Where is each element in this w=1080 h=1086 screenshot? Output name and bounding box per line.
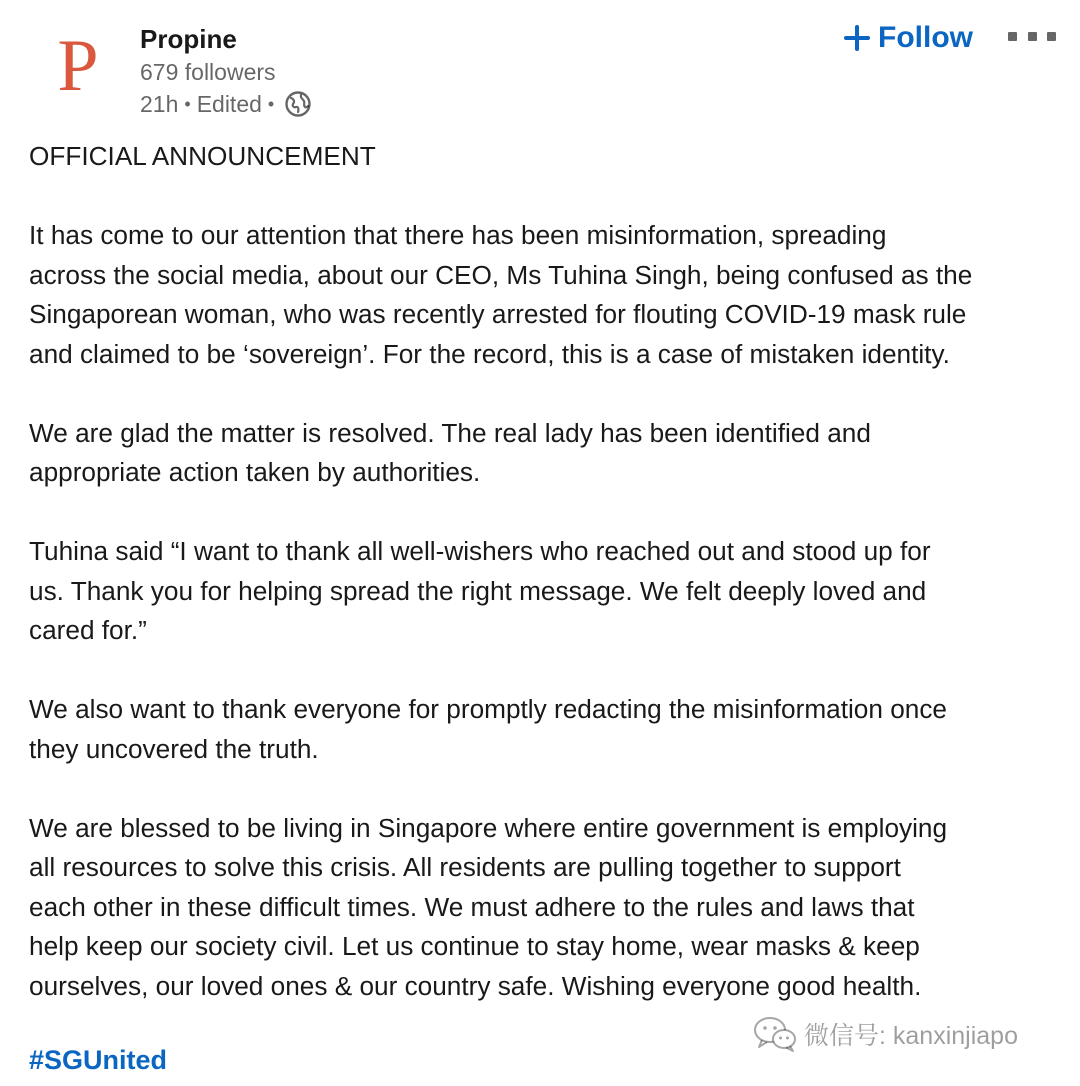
post-line: each other in these difficult times. We must adhere to the rules and laws that	[29, 891, 915, 922]
post-line: and claimed to be ‘sovereign’. For the record, this is a case of mistaken identity.	[29, 338, 950, 369]
post-line: We also want to thank everyone for promptly redacting the misinformation once	[29, 694, 947, 724]
hashtag-link[interactable]: #SGUnited	[29, 1045, 168, 1075]
post-line: It has come to our attention that there has been misinformation, spreading	[29, 220, 887, 250]
wechat-icon	[752, 1014, 798, 1054]
edited-label: Edited	[196, 90, 262, 117]
more-dot	[1028, 32, 1037, 41]
post-line: Singaporean woman, who was recently arrested for flouting COVID-19 mask rule	[29, 299, 967, 329]
wechat-watermark	[752, 1014, 1018, 1054]
post-line: help keep our society civil. Let us continue to stay home, wear masks & keep	[29, 931, 920, 961]
meta-separator: •	[267, 93, 275, 114]
meta-separator: •	[184, 93, 191, 114]
post-line: across the social media, about our CEO, Ms Tuhina Singh, being confused as the	[29, 259, 973, 290]
post-heading	[29, 137, 1059, 177]
post-paragraph-1	[29, 216, 1059, 374]
post-line: Tuhina said “I want to thank all well-wishers who reached out and stood up for	[29, 536, 931, 566]
post-paragraph-2	[29, 414, 1059, 493]
more-dot	[1008, 32, 1017, 41]
company-name[interactable]: Propine	[140, 24, 237, 54]
post-paragraph-3	[29, 532, 1059, 651]
company-logo[interactable]	[46, 25, 110, 107]
follow-button[interactable]	[844, 16, 973, 60]
follow-label: Follow	[878, 21, 973, 54]
post-heading-text: OFFICIAL ANNOUNCEMENT	[29, 141, 376, 171]
watermark-text: 微信号: kanxinjiapo	[804, 1022, 1018, 1050]
follower-count: 679 followers	[140, 59, 276, 85]
post-header	[0, 0, 1080, 130]
company-logo-letter: P	[57, 25, 99, 107]
more-dot	[1047, 32, 1056, 41]
globe-icon	[284, 90, 312, 118]
post-meta	[140, 90, 312, 118]
post-line: ourselves, our loved ones & our country safe. Wishing everyone good health.	[29, 970, 922, 1001]
post-line: We are glad the matter is resolved. The real lady has been identified and	[29, 417, 871, 448]
post-paragraph-4	[29, 690, 1059, 769]
post-line: cared for.”	[29, 615, 147, 645]
post-line: all resources to solve this crisis. All residents are pulling together to support	[29, 852, 901, 882]
post-time: 21h	[140, 90, 179, 117]
post-line: us. Thank you for helping spread the right message. We felt deeply loved and	[29, 575, 927, 606]
post-line: appropriate action taken by authorities.	[29, 457, 481, 487]
post-paragraph-5	[29, 809, 1059, 1007]
post-body	[29, 137, 1059, 1046]
post-line: We are blessed to be living in Singapore where entire government is employing	[29, 812, 948, 843]
plus-icon	[844, 25, 870, 51]
more-options-icon[interactable]	[1008, 24, 1056, 48]
post-line: they uncovered the truth.	[29, 733, 319, 764]
